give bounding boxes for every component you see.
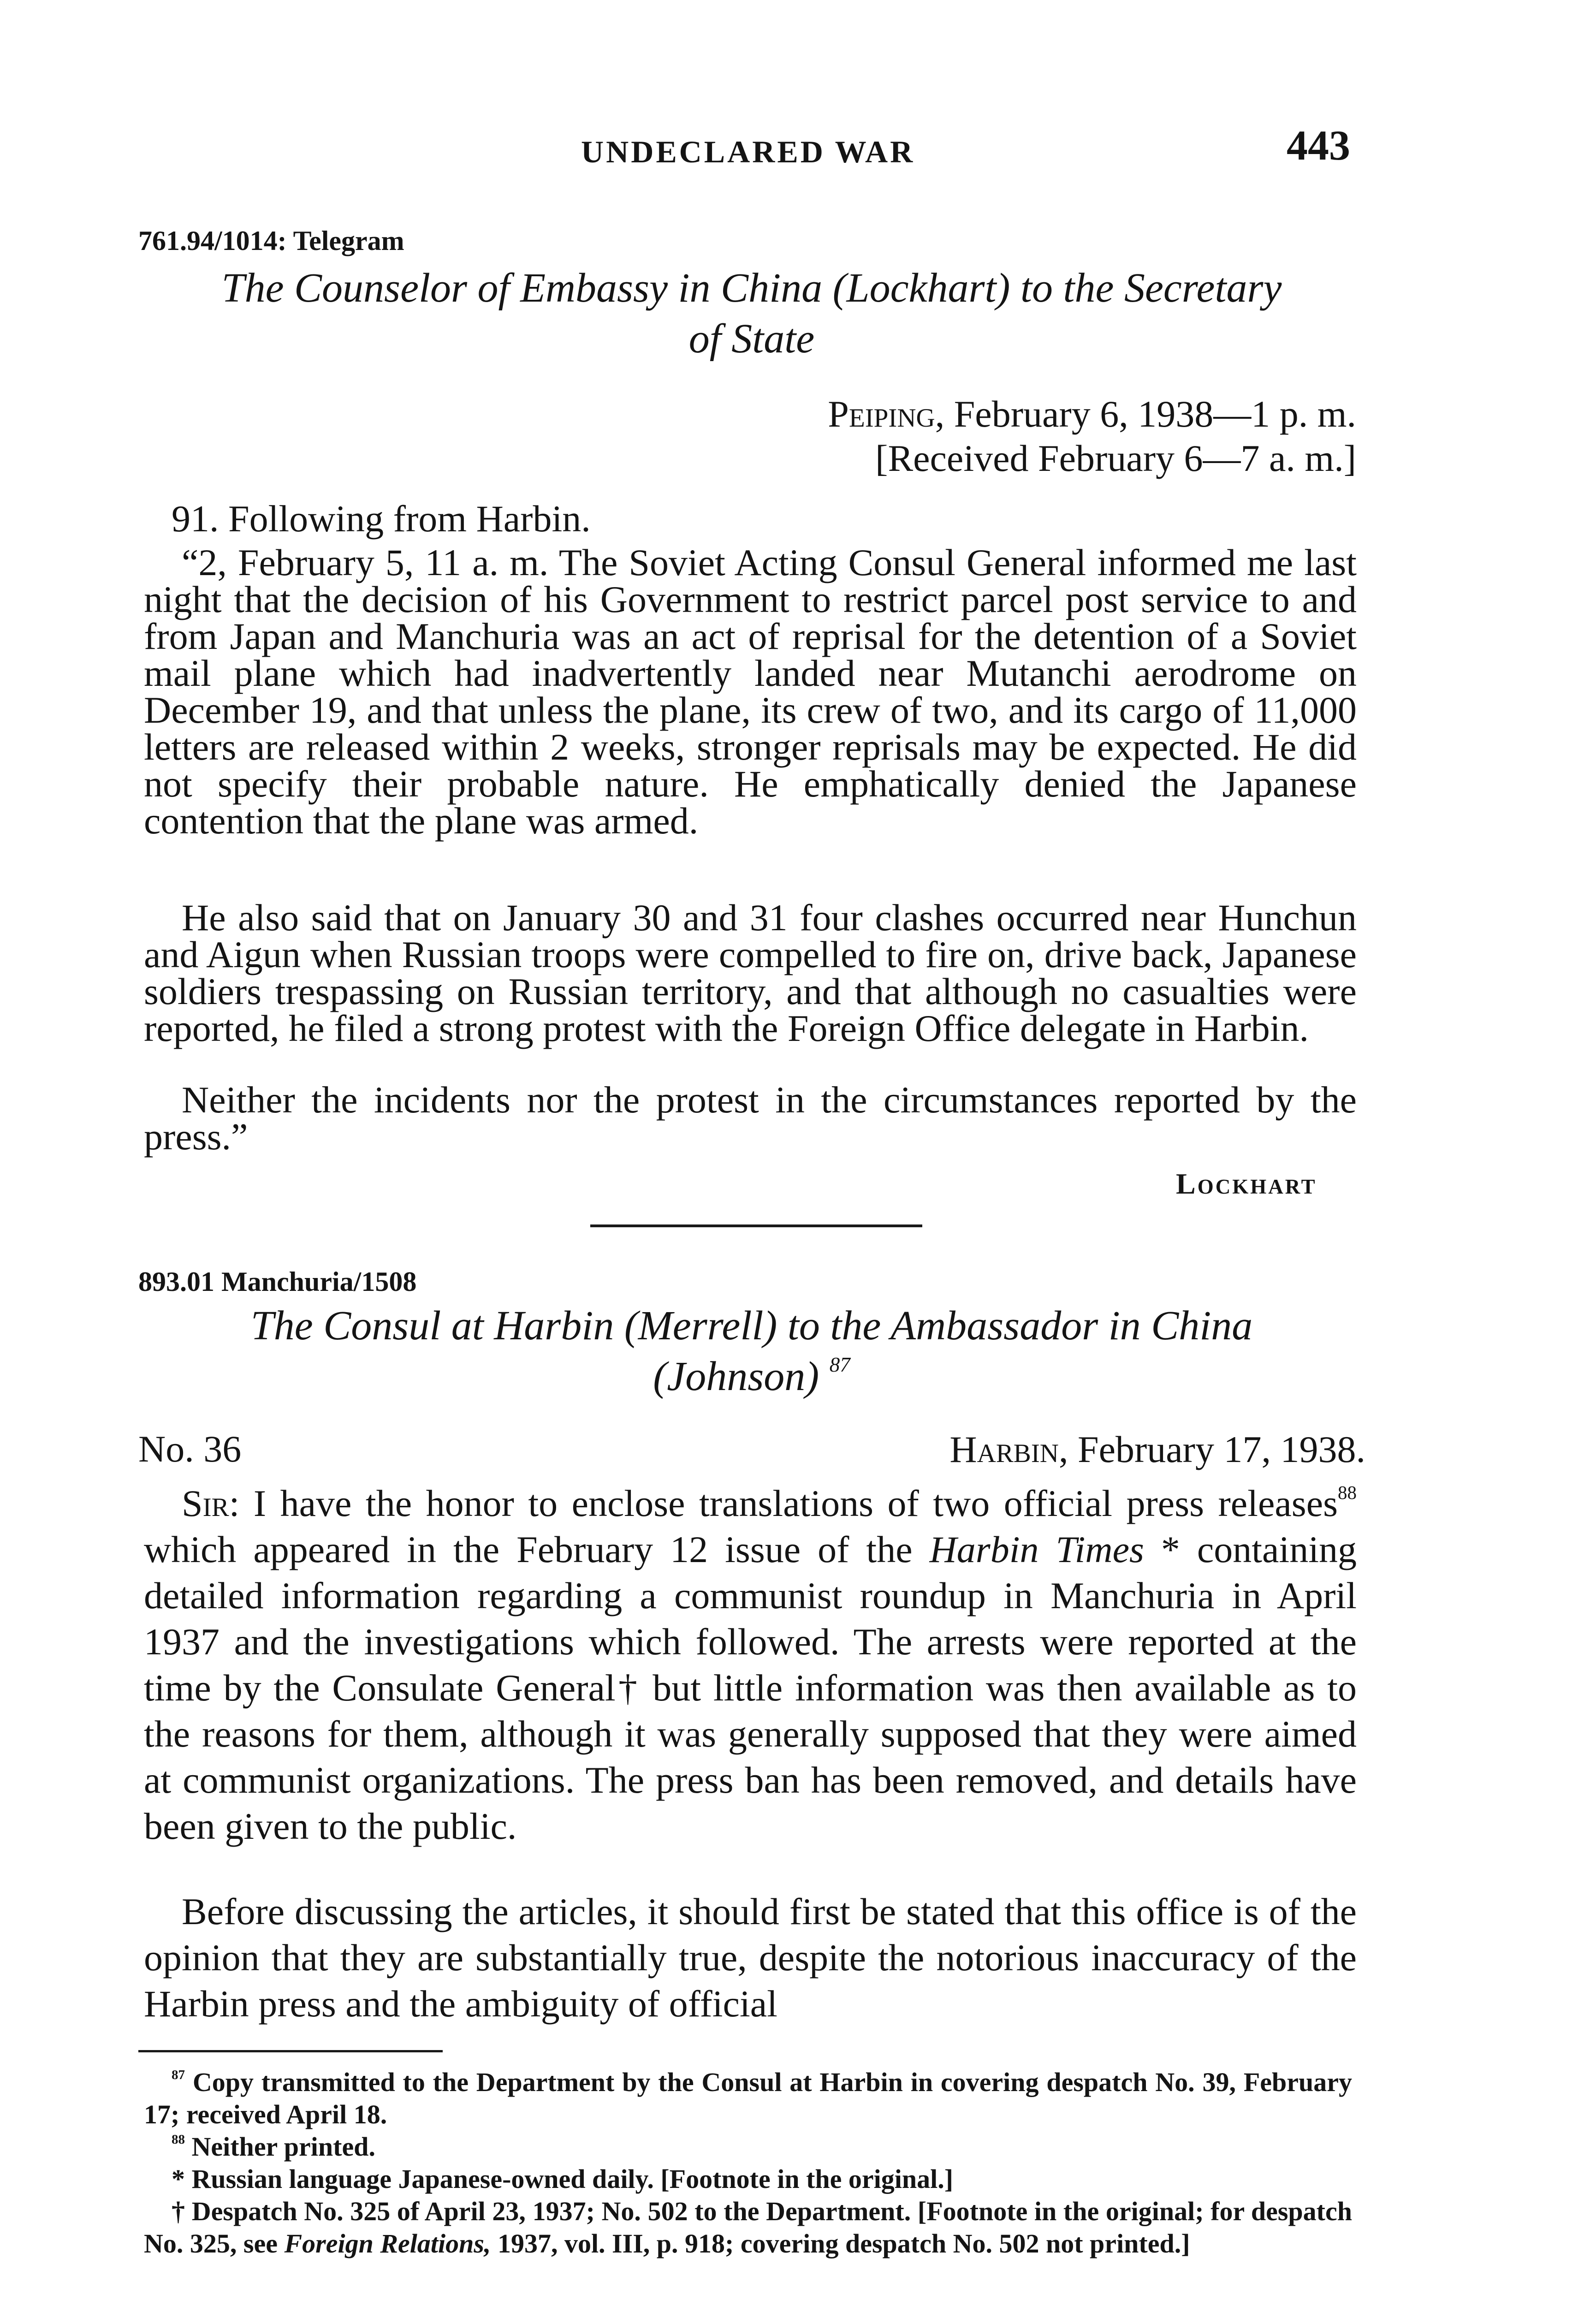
footnote-text: † Despatch No. 325 of April 23, 1937; No. 502 to the Department. [Footnote in the original; for despatch No. 325, see — [144, 2196, 1352, 2258]
footnote-ref: 87 — [829, 1353, 850, 1376]
footnote: * Russian language Japanese-owned daily. [Footnote in the original.] — [172, 2164, 954, 2194]
paragraph: Before discussing the articles, it should first be stated that this office is of the opinion that they are substantially true, despite the notorious inaccuracy of the Harbin press and the ambiguity of official — [144, 1890, 1357, 2025]
dateline — [949, 1427, 1365, 1472]
document-heading — [138, 1301, 1365, 1402]
paragraph: “2, February 5, 11 a. m. The Soviet Acting Consul General informed me last night that the decision of his Government to restrict parcel post service to and from Japan and Manchuria was an act of reprisal for the detention of a Soviet mail plane which had inadvertently landed near Mutanchi aerodrome on December 19, and that unless the plane, its crew of two, and its cargo of 11,000 letters are released within 2 weeks, stronger reprisals may be expected. He did not specify their probable nature. He emphatically denied the Japanese contention that the plane was armed. — [144, 541, 1357, 842]
dateline-main — [828, 392, 1356, 436]
footnotes — [144, 2066, 1352, 2260]
paragraph: 91. Following from Harbin. — [172, 498, 591, 540]
footnote-text: Neither printed. — [185, 2132, 375, 2162]
salutation: Sir — [182, 1482, 229, 1524]
file-reference: 893.01 Manchuria/1508 — [138, 1266, 417, 1297]
page-number: 443 — [1287, 122, 1350, 169]
received-line: [Received February 6—7 a. m.] — [875, 437, 1356, 479]
paragraph — [144, 1480, 1357, 1849]
despatch-number: No. 36 — [138, 1428, 242, 1470]
text: : I have the honor to enclose translations of two official press releases — [229, 1482, 1338, 1524]
footnote-ref: 88 — [1338, 1482, 1357, 1504]
heading-line: The Counselor of Embassy in China (Lockhart) to the Secretary — [221, 265, 1282, 311]
footnote-mark: 87 — [172, 2067, 185, 2082]
text: * containing detailed information regarding a communist roundup in Manchuria in April 1937 and the investigations which followed. The arrests were reported at the time by the Consulate General† but little information was then available as to the reasons for them, although it was generally supposed that they were aimed at communist organizations. The press ban has been removed, and details have been given to the public. — [144, 1528, 1357, 1847]
section-divider — [590, 1224, 922, 1227]
dateline — [828, 392, 1356, 481]
heading-text: (Johnson) — [653, 1354, 819, 1399]
paragraph: He also said that on January 30 and 31 four clashes occurred near Hunchun and Aigun when Russian troops were compelled to fire on, drive back, Japanese soldiers trespassing on Russian territory, and that although no casualties were reported, he filed a strong protest with the Foreign Office delegate in Harbin. — [144, 897, 1357, 1049]
newspaper-title: Harbin Times — [929, 1528, 1144, 1570]
footnote-text: 1937, vol. III, p. 918; covering despatch No. 502 not printed.] — [491, 2229, 1190, 2258]
paragraph: Neither the incidents nor the protest in the circumstances reported by the press.” — [144, 1079, 1357, 1158]
dateline-place: Harbin, — [949, 1428, 1068, 1470]
heading-line: The Consul at Harbin (Merrell) to the Ambassador in China — [250, 1303, 1253, 1349]
footnote-divider — [138, 2050, 443, 2052]
signature: Lockhart — [1176, 1167, 1317, 1200]
footnote-text: Copy transmitted to the Department by the Consul at Harbin in covering despatch No. 39, February 17; received April 18. — [144, 2067, 1352, 2129]
heading-line — [138, 1351, 1365, 1402]
text: which appeared in the February 12 issue of the — [144, 1528, 930, 1570]
dateline-date: February 6, 1938—1 p. m. — [944, 393, 1356, 435]
footnote-mark: 88 — [172, 2132, 185, 2147]
footnote — [144, 2195, 1352, 2260]
dateline-place: Peiping, — [828, 393, 945, 435]
document-heading — [138, 263, 1365, 364]
publication-title: Foreign Relations, — [284, 2229, 491, 2258]
footnote — [144, 2131, 1352, 2163]
footnote — [144, 2066, 1352, 2131]
heading-line: of State — [688, 316, 815, 362]
file-reference: 761.94/1014: Telegram — [138, 226, 404, 256]
running-head: UNDECLARED WAR — [581, 134, 915, 169]
dateline-date: February 17, 1938. — [1068, 1428, 1365, 1470]
